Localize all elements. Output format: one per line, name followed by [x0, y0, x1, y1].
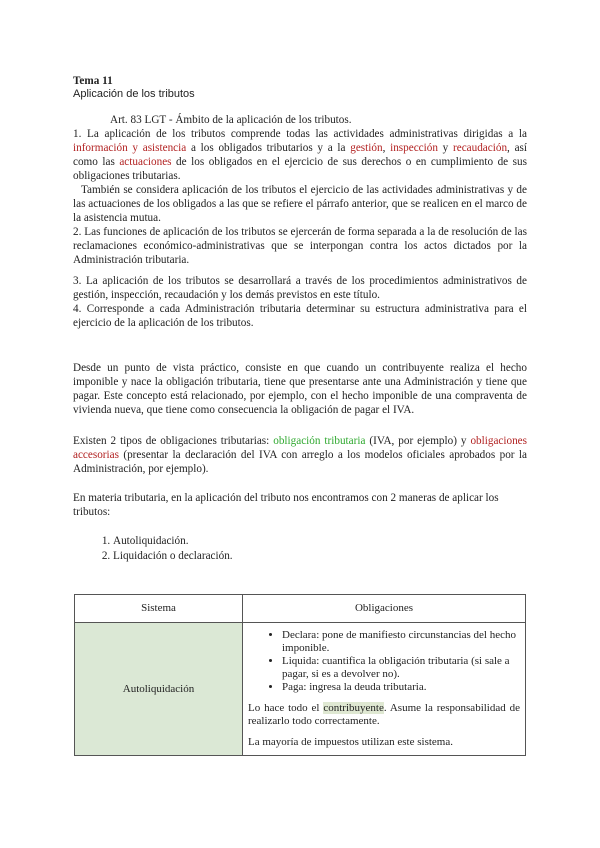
- article-paragraph-3: 2. Las funciones de aplicación de los tributos se ejercerán de forma separada a la de resolución de las reclamaciones económico-administrativas que se interpongan contra los actos dictados por la Administración tributaria.: [73, 226, 527, 266]
- article-heading: Art. 83 LGT - Ámbito de la aplicación de los tributos.: [110, 114, 352, 126]
- article-paragraph-1: 1. La aplicación de los tributos comprende todas las actividades administrativas dirigidas a la información y asistencia a los obligados tributarios y a la gestión, inspección y recaudación, así como las actuaciones de los obligados en el ejercicio de sus derechos o en cumplimiento de sus obligaciones tributarias.: [73, 128, 528, 182]
- cell-note: Lo hace todo el contribuyente. Asume la responsabilidad de realizarlo todo correctamente.: [248, 702, 520, 727]
- article-paragraph-5: 4. Corresponde a cada Administración tributaria determinar su estructura administrativa para el ejercicio de la aplicación de los tributos.: [73, 303, 527, 329]
- cell-sistema: Autoliquidación: [75, 623, 243, 756]
- obligations-list: [248, 629, 520, 694]
- list-item: • Paga: ingresa la deuda tributaria.: [282, 681, 520, 694]
- article-paragraph-2: También se considera aplicación de los tributos el ejercicio de las actividades administrativas y de las actuaciones de los obligados a las que se refiere el párrafo anterior, que se realicen en el marco de la asistencia mutua.: [73, 184, 527, 224]
- systems-table: [74, 594, 526, 756]
- list-item: 1. Autoliquidación.: [113, 534, 533, 548]
- article-paragraph-4: 3. La aplicación de los tributos se desarrollará a través de los procedimientos administrativos de gestión, inspección, recaudación y los demás previstos en este título.: [73, 275, 527, 301]
- list-item: • Liquida: cuantifica la obligación tributaria (si sale a pagar, si es a devolver no).: [282, 655, 520, 681]
- practical-paragraph: Desde un punto de vista práctico, consiste en que cuando un contribuyente realiza el hecho imponible y nace la obligación tributaria, tiene que presentarse ante una Administración y tiene que pagar. Este concepto está relacionado, por ejemplo, con el hecho imponible de una compraventa de vivienda nueva, que tiene como consecuencia la obligación de pagar el IVA.: [73, 362, 527, 416]
- methods-list: [73, 534, 533, 564]
- doc-title: Tema 11: [73, 75, 113, 87]
- header-sistema: Sistema: [75, 595, 243, 623]
- ways-paragraph: En materia tributaria, en la aplicación del tributo nos encontramos con 2 maneras de aplicar los tributos:: [73, 492, 499, 518]
- cell-obligaciones: [243, 623, 526, 756]
- types-paragraph: Existen 2 tipos de obligaciones tributarias: obligación tributaria (IVA, por ejemplo) y obligaciones accesorias (presentar la declaración del IVA con arreglo a los modelos oficiales aprobados por la Administración, por ejemplo).: [73, 435, 527, 475]
- doc-subtitle: Aplicación de los tributos: [73, 88, 195, 100]
- header-obligaciones: Obligaciones: [243, 595, 526, 623]
- cell-note-2: La mayoría de impuestos utilizan este sistema.: [248, 736, 453, 748]
- list-item: • Declara: pone de manifiesto circunstancias del hecho imponible.: [282, 629, 520, 655]
- table-row: [75, 623, 526, 756]
- list-item: 2. Liquidación o declaración.: [113, 549, 533, 563]
- table-header-row: [75, 595, 526, 623]
